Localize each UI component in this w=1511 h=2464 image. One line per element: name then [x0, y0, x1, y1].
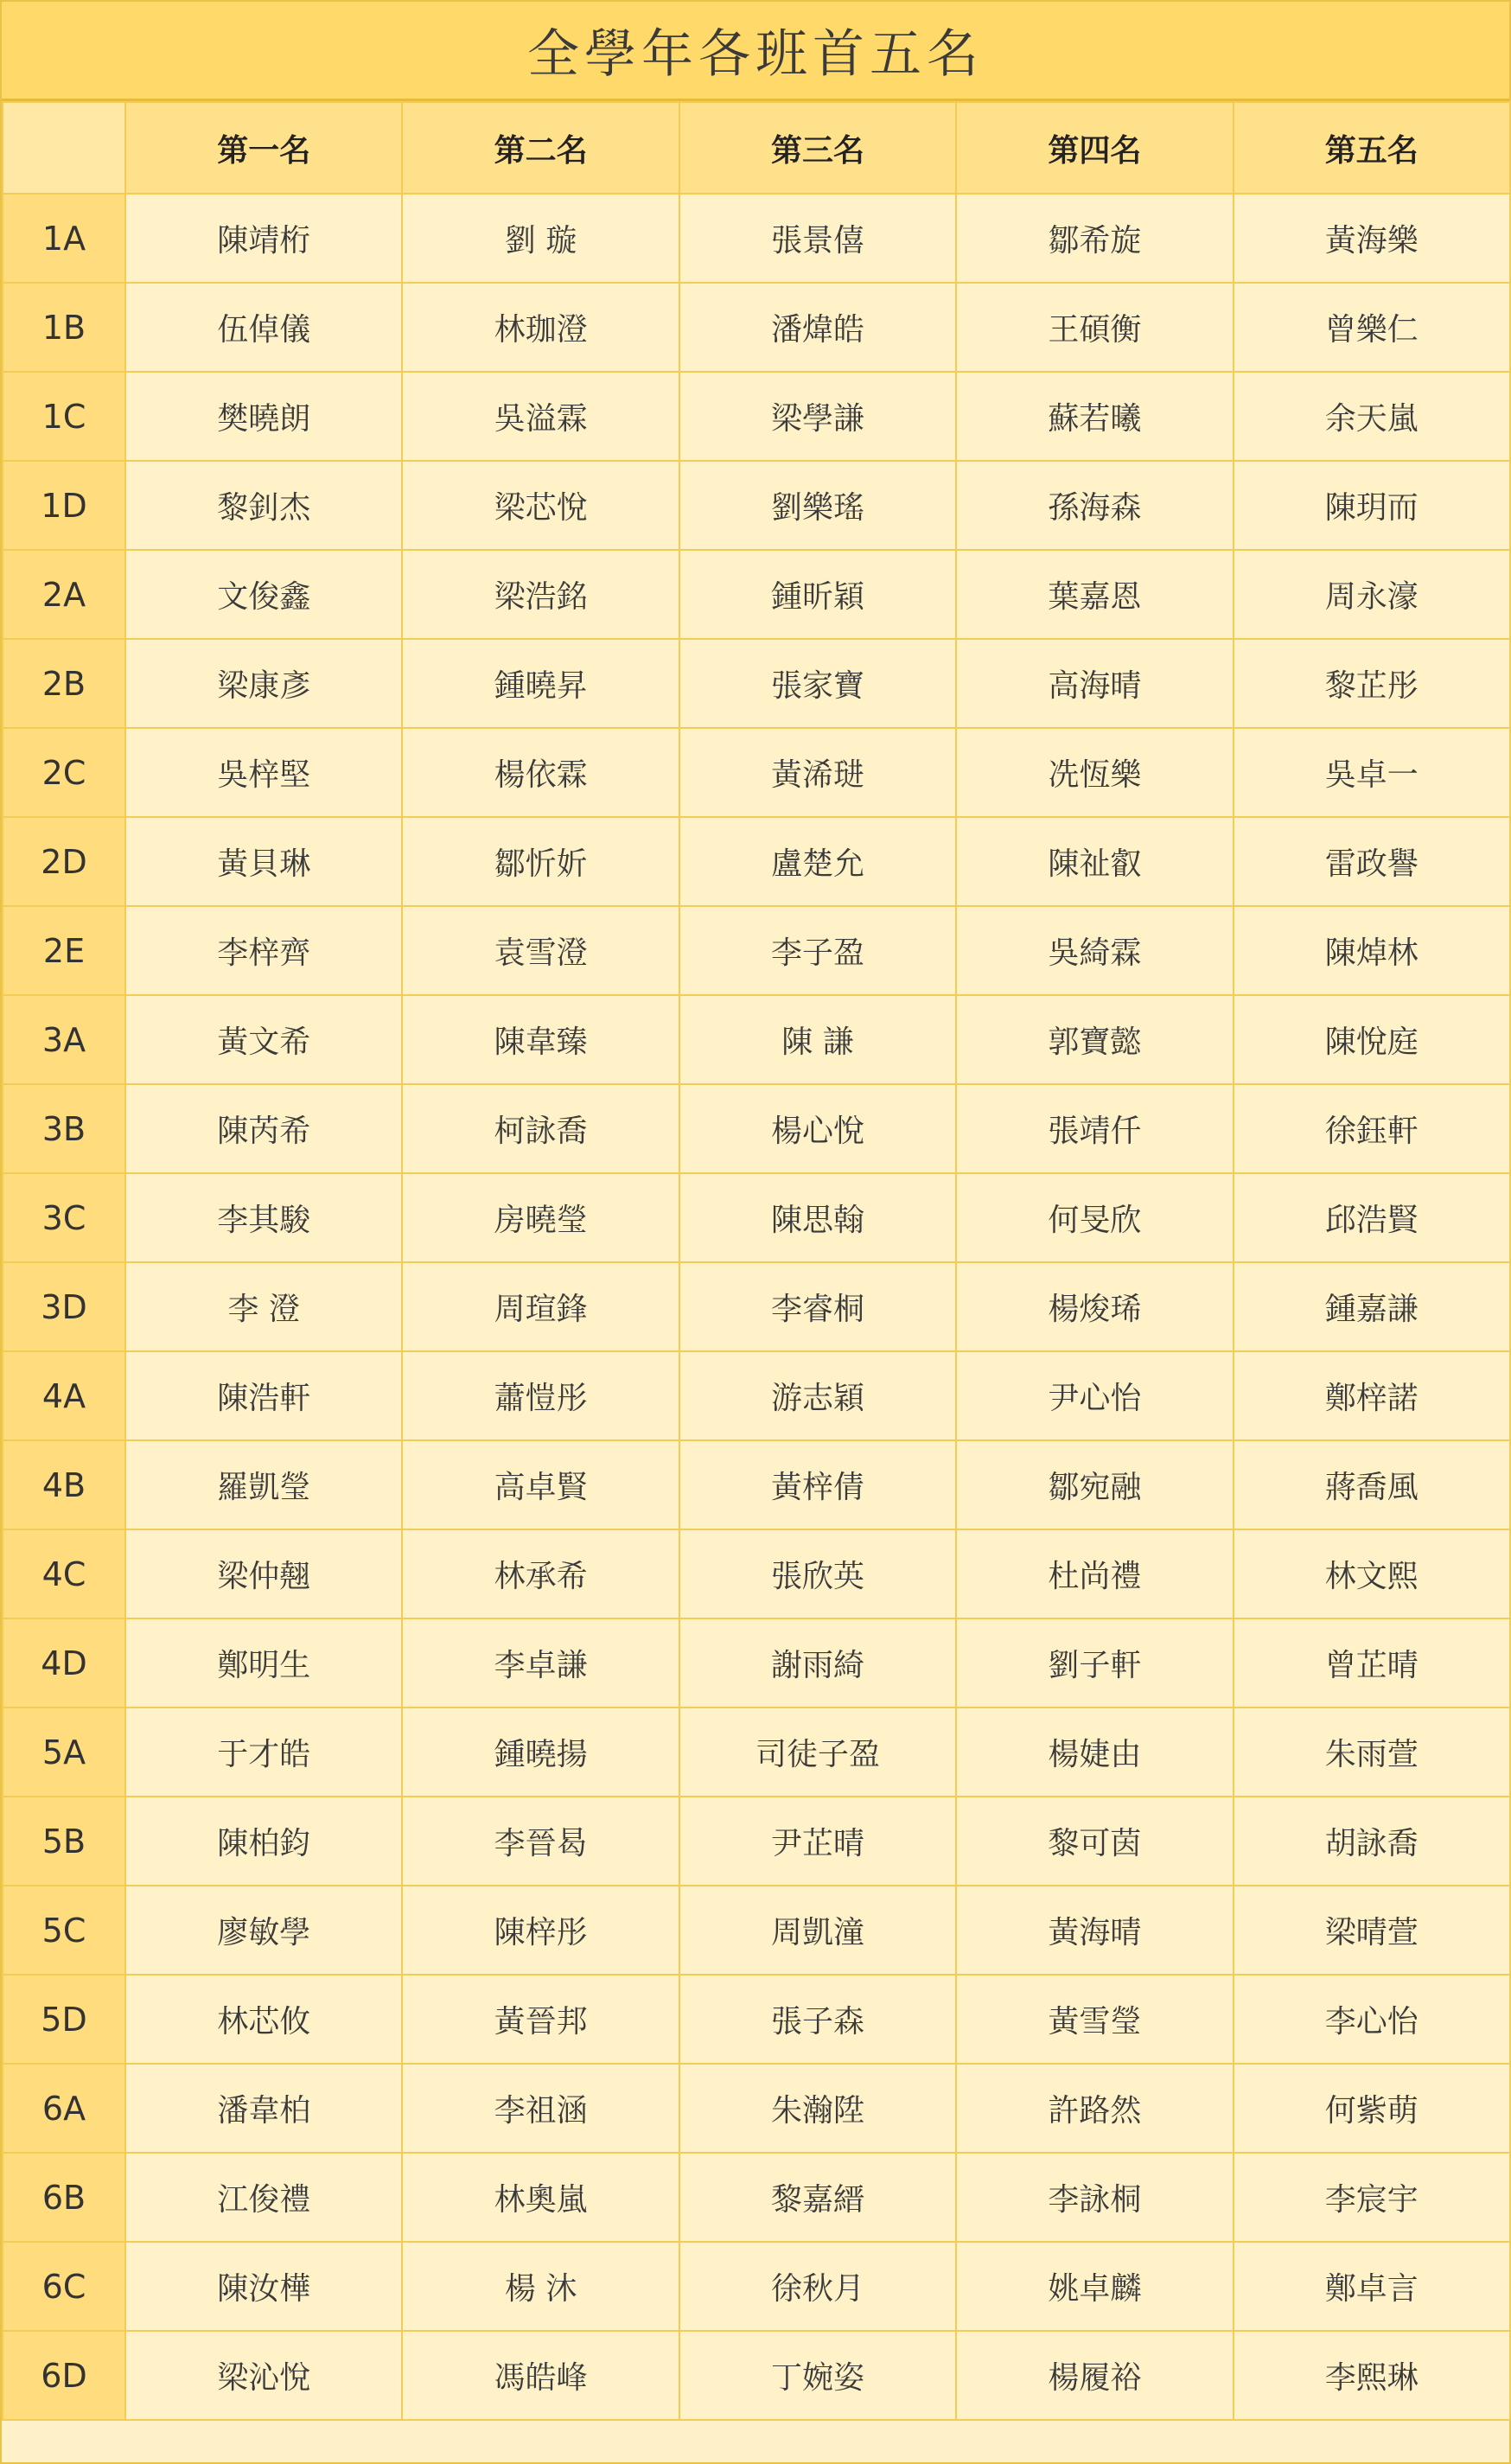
student-name-fourth-place: 黎可茵	[956, 1797, 1233, 1886]
student-name-second-place: 梁芯悅	[402, 461, 679, 550]
table-row	[3, 1797, 1510, 1886]
student-name-fifth-place: 周永濠	[1234, 550, 1510, 639]
class-label-cell: 5B	[3, 1797, 125, 1886]
student-name-fifth-place: 胡詠喬	[1234, 1797, 1510, 1886]
table-body	[3, 194, 1510, 2420]
table-row	[3, 995, 1510, 1084]
table-row	[3, 1618, 1510, 1708]
student-name-second-place: 房曉瑩	[402, 1173, 679, 1262]
student-name-second-place: 鄒忻妡	[402, 817, 679, 906]
table-row	[3, 1173, 1510, 1262]
ranking-table	[2, 101, 1511, 2421]
student-name-fourth-place: 葉嘉恩	[956, 550, 1233, 639]
class-label-cell: 1B	[3, 283, 125, 372]
student-name-third-place: 司徒子盈	[679, 1708, 956, 1797]
table-row	[3, 1529, 1510, 1618]
student-name-first-place: 伍倬儀	[125, 283, 402, 372]
class-label-cell: 4A	[3, 1351, 125, 1440]
student-name-fourth-place: 劉子軒	[956, 1618, 1233, 1708]
student-name-third-place: 劉樂瑤	[679, 461, 956, 550]
sheet-title: 全學年各班首五名	[527, 24, 984, 85]
student-name-second-place: 黃晉邦	[402, 1975, 679, 2064]
student-name-first-place: 陳芮希	[125, 1084, 402, 1173]
class-label-cell: 6C	[3, 2242, 125, 2331]
student-name-second-place: 李晉曷	[402, 1797, 679, 1886]
student-name-fourth-place: 鄒希旋	[956, 194, 1233, 283]
table-row	[3, 2242, 1510, 2331]
class-label-cell: 3D	[3, 1262, 125, 1351]
student-name-second-place: 林承希	[402, 1529, 679, 1618]
student-name-first-place: 于才皓	[125, 1708, 402, 1797]
class-label-cell: 3C	[3, 1173, 125, 1262]
student-name-third-place: 黎嘉縉	[679, 2153, 956, 2242]
student-name-second-place: 鍾曉揚	[402, 1708, 679, 1797]
student-name-fifth-place: 黃海樂	[1234, 194, 1510, 283]
student-name-first-place: 林芯攸	[125, 1975, 402, 2064]
class-label-cell: 6D	[3, 2331, 125, 2420]
student-name-fifth-place: 曾芷晴	[1234, 1618, 1510, 1708]
student-name-fourth-place: 楊履裕	[956, 2331, 1233, 2420]
student-name-third-place: 游志穎	[679, 1351, 956, 1440]
class-label-cell: 6B	[3, 2153, 125, 2242]
student-name-third-place: 黃梓倩	[679, 1440, 956, 1529]
student-name-second-place: 楊依霖	[402, 728, 679, 817]
table-row	[3, 1886, 1510, 1975]
student-name-fifth-place: 林文熙	[1234, 1529, 1510, 1618]
student-name-fourth-place: 許路然	[956, 2064, 1233, 2153]
header-corner-cell	[3, 102, 125, 194]
class-label-cell: 5D	[3, 1975, 125, 2064]
student-name-third-place: 周凱潼	[679, 1886, 956, 1975]
student-name-second-place: 鍾曉昇	[402, 639, 679, 728]
student-name-second-place: 陳韋臻	[402, 995, 679, 1084]
student-name-second-place: 陳梓彤	[402, 1886, 679, 1975]
student-name-third-place: 謝雨綺	[679, 1618, 956, 1708]
student-name-second-place: 劉 璇	[402, 194, 679, 283]
student-name-second-place: 柯詠喬	[402, 1084, 679, 1173]
student-name-third-place: 張家寶	[679, 639, 956, 728]
student-name-fifth-place: 邱浩賢	[1234, 1173, 1510, 1262]
student-name-fifth-place: 陳玥而	[1234, 461, 1510, 550]
student-name-third-place: 徐秋月	[679, 2242, 956, 2331]
student-name-fourth-place: 張靖仟	[956, 1084, 1233, 1173]
student-name-first-place: 廖敏學	[125, 1886, 402, 1975]
student-name-fifth-place: 何紫萌	[1234, 2064, 1510, 2153]
student-name-first-place: 李其駿	[125, 1173, 402, 1262]
table-row	[3, 1440, 1510, 1529]
table-row	[3, 283, 1510, 372]
student-name-second-place: 梁浩銘	[402, 550, 679, 639]
student-name-first-place: 陳靖桁	[125, 194, 402, 283]
student-name-fifth-place: 朱雨萱	[1234, 1708, 1510, 1797]
table-row	[3, 2153, 1510, 2242]
student-name-fourth-place: 高海晴	[956, 639, 1233, 728]
student-name-third-place: 張景僖	[679, 194, 956, 283]
student-name-second-place: 吳溢霖	[402, 372, 679, 461]
table-row	[3, 639, 1510, 728]
student-name-fifth-place: 蔣喬風	[1234, 1440, 1510, 1529]
table-row	[3, 817, 1510, 906]
student-name-fifth-place: 黎芷彤	[1234, 639, 1510, 728]
student-name-first-place: 陳柏鈞	[125, 1797, 402, 1886]
student-name-fifth-place: 李宸宇	[1234, 2153, 1510, 2242]
header-row	[3, 102, 1510, 194]
student-name-first-place: 鄭明生	[125, 1618, 402, 1708]
student-name-fourth-place: 楊焌琋	[956, 1262, 1233, 1351]
student-name-fourth-place: 陳祉叡	[956, 817, 1233, 906]
student-name-fifth-place: 鄭卓言	[1234, 2242, 1510, 2331]
class-label-cell: 3A	[3, 995, 125, 1084]
student-name-fifth-place: 鄭梓諾	[1234, 1351, 1510, 1440]
class-label-cell: 2D	[3, 817, 125, 906]
table-row	[3, 1708, 1510, 1797]
student-name-fifth-place: 陳悅庭	[1234, 995, 1510, 1084]
student-name-first-place: 黃貝琳	[125, 817, 402, 906]
student-name-fourth-place: 鄒宛融	[956, 1440, 1233, 1529]
student-name-third-place: 黃浠琎	[679, 728, 956, 817]
student-name-fourth-place: 蘇若曦	[956, 372, 1233, 461]
student-name-third-place: 潘煒皓	[679, 283, 956, 372]
table-row	[3, 461, 1510, 550]
student-name-second-place: 蕭愷彤	[402, 1351, 679, 1440]
table-row	[3, 728, 1510, 817]
student-name-fifth-place: 李心怡	[1234, 1975, 1510, 2064]
student-name-first-place: 李梓齊	[125, 906, 402, 995]
header-first-place: 第一名	[125, 102, 402, 194]
student-name-third-place: 丁婉姿	[679, 2331, 956, 2420]
student-name-first-place: 李 澄	[125, 1262, 402, 1351]
student-name-third-place: 鍾昕穎	[679, 550, 956, 639]
class-label-cell: 2B	[3, 639, 125, 728]
table-row	[3, 372, 1510, 461]
student-name-fifth-place: 陳焯林	[1234, 906, 1510, 995]
student-name-first-place: 文俊鑫	[125, 550, 402, 639]
student-name-third-place: 陳 謙	[679, 995, 956, 1084]
class-label-cell: 2A	[3, 550, 125, 639]
student-name-first-place: 梁沁悅	[125, 2331, 402, 2420]
student-name-first-place: 陳汝樺	[125, 2242, 402, 2331]
student-name-third-place: 盧楚允	[679, 817, 956, 906]
student-name-fifth-place: 雷政譽	[1234, 817, 1510, 906]
student-name-fifth-place: 梁晴萱	[1234, 1886, 1510, 1975]
student-name-fourth-place: 郭寶懿	[956, 995, 1233, 1084]
student-name-fourth-place: 楊婕由	[956, 1708, 1233, 1797]
student-name-fourth-place: 黃雪瑩	[956, 1975, 1233, 2064]
student-name-second-place: 李卓謙	[402, 1618, 679, 1708]
student-name-third-place: 李子盈	[679, 906, 956, 995]
header-fifth-place: 第五名	[1234, 102, 1510, 194]
table-row	[3, 194, 1510, 283]
table-row	[3, 1084, 1510, 1173]
student-name-second-place: 高卓賢	[402, 1440, 679, 1529]
table-row	[3, 2331, 1510, 2420]
student-name-fourth-place: 何旻欣	[956, 1173, 1233, 1262]
student-name-second-place: 林奧嵐	[402, 2153, 679, 2242]
student-name-fourth-place: 杜尚禮	[956, 1529, 1233, 1618]
table-row	[3, 906, 1510, 995]
student-name-second-place: 周瑄鋒	[402, 1262, 679, 1351]
table-row	[3, 550, 1510, 639]
student-name-fifth-place: 李熙琳	[1234, 2331, 1510, 2420]
student-name-fourth-place: 孫海森	[956, 461, 1233, 550]
student-name-fifth-place: 曾樂仁	[1234, 283, 1510, 372]
class-label-cell: 1C	[3, 372, 125, 461]
student-name-first-place: 樊曉朗	[125, 372, 402, 461]
class-label-cell: 4B	[3, 1440, 125, 1529]
student-name-first-place: 潘韋柏	[125, 2064, 402, 2153]
student-name-third-place: 尹芷晴	[679, 1797, 956, 1886]
header-third-place: 第三名	[679, 102, 956, 194]
student-name-second-place: 林珈澄	[402, 283, 679, 372]
class-label-cell: 4D	[3, 1618, 125, 1708]
student-name-third-place: 楊心悅	[679, 1084, 956, 1173]
class-label-cell: 1D	[3, 461, 125, 550]
title-bar	[2, 2, 1509, 101]
table-header	[3, 102, 1510, 194]
student-name-fourth-place: 黃海晴	[956, 1886, 1233, 1975]
student-name-first-place: 梁康彥	[125, 639, 402, 728]
class-label-cell: 6A	[3, 2064, 125, 2153]
student-name-first-place: 羅凱瑩	[125, 1440, 402, 1529]
student-name-first-place: 陳浩軒	[125, 1351, 402, 1440]
student-name-third-place: 張欣英	[679, 1529, 956, 1618]
student-name-second-place: 楊 沐	[402, 2242, 679, 2331]
student-name-third-place: 李睿桐	[679, 1262, 956, 1351]
student-name-fifth-place: 余天嵐	[1234, 372, 1510, 461]
student-name-first-place: 黎釗杰	[125, 461, 402, 550]
student-name-fifth-place: 徐鈺軒	[1234, 1084, 1510, 1173]
student-name-third-place: 陳思翰	[679, 1173, 956, 1262]
table-row	[3, 1351, 1510, 1440]
student-name-fourth-place: 王碩衡	[956, 283, 1233, 372]
table-row	[3, 1975, 1510, 2064]
student-name-fourth-place: 李詠桐	[956, 2153, 1233, 2242]
student-name-fifth-place: 鍾嘉謙	[1234, 1262, 1510, 1351]
student-name-fourth-place: 姚卓麟	[956, 2242, 1233, 2331]
student-name-third-place: 朱瀚陞	[679, 2064, 956, 2153]
table-row	[3, 1262, 1510, 1351]
student-name-fourth-place: 尹心怡	[956, 1351, 1233, 1440]
table-row	[3, 2064, 1510, 2153]
class-label-cell: 5A	[3, 1708, 125, 1797]
class-label-cell: 1A	[3, 194, 125, 283]
student-name-fifth-place: 吳卓一	[1234, 728, 1510, 817]
student-name-second-place: 袁雪澄	[402, 906, 679, 995]
student-name-fourth-place: 吳綺霖	[956, 906, 1233, 995]
student-name-first-place: 江俊禮	[125, 2153, 402, 2242]
class-label-cell: 2C	[3, 728, 125, 817]
class-label-cell: 4C	[3, 1529, 125, 1618]
student-name-first-place: 吳梓堅	[125, 728, 402, 817]
student-name-second-place: 馮皓峰	[402, 2331, 679, 2420]
header-second-place: 第二名	[402, 102, 679, 194]
student-name-third-place: 張子森	[679, 1975, 956, 2064]
class-label-cell: 5C	[3, 1886, 125, 1975]
class-label-cell: 3B	[3, 1084, 125, 1173]
student-name-fourth-place: 冼恆樂	[956, 728, 1233, 817]
header-fourth-place: 第四名	[956, 102, 1233, 194]
class-label-cell: 2E	[3, 906, 125, 995]
student-name-first-place: 梁仲翹	[125, 1529, 402, 1618]
student-name-second-place: 李祖涵	[402, 2064, 679, 2153]
student-name-third-place: 梁學謙	[679, 372, 956, 461]
student-name-first-place: 黃文希	[125, 995, 402, 1084]
